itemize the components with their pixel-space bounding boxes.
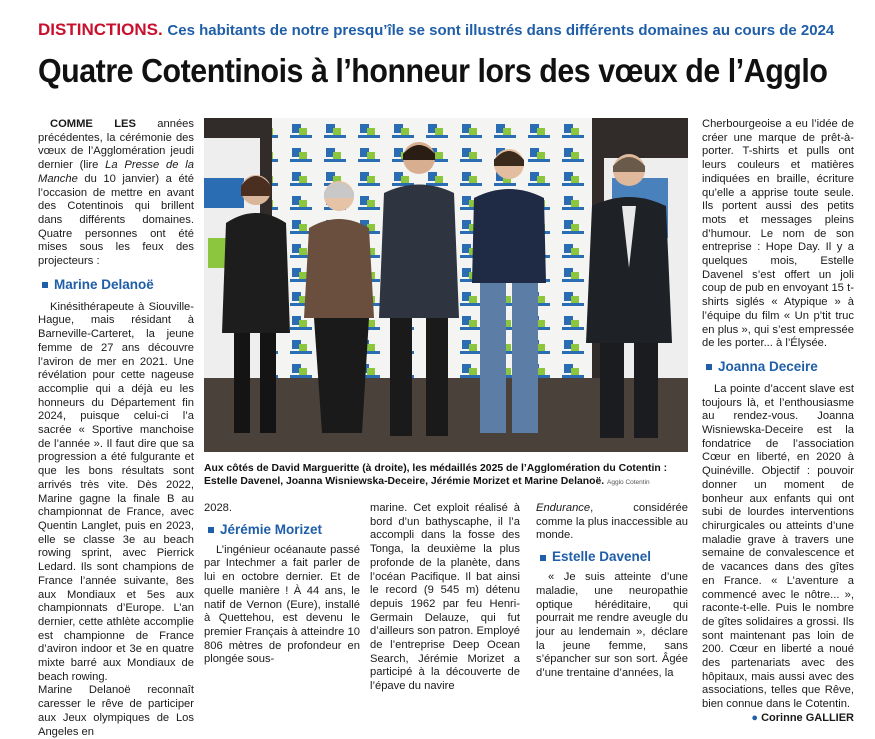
bullet-square-icon: [42, 282, 48, 288]
marine-paragraph-2: Marine Delanoë reconnaît caresser le rêve de participer aux Jeux olympiques de Los Angeles en: [38, 684, 194, 738]
kicker-label: DISTINCTIONS.: [38, 20, 163, 39]
estelle-paragraph-2: Cherbourgeoise a eu l’idée de créer une marque de prêt-à-porter. T-shirts et pulls ont leurs couleurs et matières indiquées en braille, écriture qu’elle a apprise toute seule. Ils portent aussi des petits mots et messages pleins d’humour. Le nom de son entreprise : Hope Day. Il y a quelques mois, Estelle Davenel s’est offert un joli coup de pub en envoyant 15 t-shirts siglés « Atypique » à l’équipe du film « Un p’tit truc en plus », qui s’est empressée de les porter... à l’Élysée.: [702, 118, 854, 350]
photo-caption: [204, 462, 690, 489]
heading-marine: Marine Delanoë: [42, 277, 194, 293]
photo-credit: Agglo Cotentin: [607, 479, 650, 486]
photo-caption-text: Aux côtés de David Margueritte (à droite), les médaillés 2025 de l’Agglomération du Cotentin : Estelle Davenel, Joanna Wisniewska-Deceire, Jérémie Morizet et Marine Delanoë.: [204, 463, 668, 487]
bullet-square-icon: [208, 527, 214, 533]
estelle-paragraph-1: « Je suis atteinte d’une maladie, une neuropathie optique héréditaire, qui pourrait me rendre aveugle du jour au lendemain », déclare la jeune femme, sans s’épancher sur son sort. Âgée d’une trentaine d’années, la: [536, 571, 688, 680]
joanna-paragraph-1: La pointe d’accent slave est toujours là, et l’enthousiasme au rendez-vous. Joanna Wisniewska-Deceire est la fondatrice de l’association Cœur en liberté, en 2020 à Quinéville. Objectif : pouvoir donner un moment de bonheur aux enfants qui ont subi de lourdes interventions chirurgicales ou atteints d’une maladie grave à travers une semaine de convalescence et de vacances dans des gîtes en France. « L’aventure a commencé avec le nôtre... », raconte-t-elle. Puis le nombre de gîtes solidaires a grossi. Ils sont maintenant pas loin de 200. Cœur en liberté a noué des partenariats avec des hôpitaux, mais aussi avec des associations, telles que Rêve, bien connue dans le Cotentin.: [702, 382, 854, 711]
column-2: [204, 502, 360, 667]
heading-estelle: Estelle Davenel: [540, 549, 688, 565]
column-5: [702, 118, 854, 726]
photo: [204, 118, 688, 452]
marine-paragraph-2-end: 2028.: [204, 502, 232, 514]
heading-jeremie: Jérémie Morizet: [208, 522, 360, 538]
kicker-subtitle: Ces habitants de notre presqu’île se sont illustrés dans différents domaines au cours de 2024: [167, 22, 835, 39]
signature: ● Corinne GALLIER: [751, 711, 854, 724]
jeremie-paragraph-2: marine. Cet exploit réalisé à bord d’un bathyscaphe, il l’a accompli dans la fosse des Tonga, la deuxième la plus profonde de la planète, dans l’océan Pacifique. Il bat ainsi le record (9 545 m) détenu depuis 1962 par feu Henri-Germain Delauze, qui fut d’ailleurs son patron. Employé de l’entreprise Deep Ocean Search, Jérémie Morizet a participé à la découverte de l’épave du navire: [370, 502, 520, 693]
kicker: [38, 20, 858, 40]
column-3: [370, 502, 520, 694]
jeremie-paragraph-3: Endurance, considérée comme la plus inaccessible au monde.: [536, 502, 688, 542]
column-1: [38, 118, 194, 739]
heading-joanna: Joanna Deceire: [706, 359, 854, 375]
column-4: [536, 502, 688, 681]
jeremie-paragraph-1: L’ingénieur océanaute passé par Intechmer a fait parler de lui en octobre dernier. Et de quelle manière ! À 44 ans, le natif de Vernon (Eure), installé à Quettehou, est devenu le premier Français à atteindre 10 806 mètres de profondeur en plongée sous-: [204, 543, 360, 666]
headline: Quatre Cotentinois à l’honneur lors des vœux de l’Agglo: [38, 52, 828, 89]
photo-illustration: [204, 118, 688, 452]
intro-lead: COMME LES: [50, 118, 136, 130]
intro-paragraph: COMME LES années précédentes, la cérémonie des vœux de l’Agglomération jeudi dernier (lire La Presse de la Manche du 10 janvier) a été l’occasion de mettre en avant des Cotentinois qui brillent dans différents domaines. Quatre personnes ont été mises sous les feux des projecteurs :: [38, 118, 195, 268]
marine-paragraph-1: Kinésithérapeute à Siouville-Hague, mais résidant à Barneville-Carteret, la jeune femme de 27 ans découvre l’aviron de mer en 2021. Une révélation pour cette nageuse accomplie qui a déjà eu les honneurs du Département fin 2024, puisque celui-ci l’a sacrée « Sportive manchoise de l’année ». Il faut dire que sa progression a été fulgurante et que les bons résultats sont arrivés très vite. Dès 2022, Marine gagne la finale B au championnat de France, avec Quentin Langlet, puis en 2023, elle se classe 3e au beach rowing sprint, avec Pierrick Ledard. Ils sont champions de France l’année suivante, 8es aux Mondiaux et 5es aux championnats d’Europe. L’an dernier, cette athlète accomplie est championne de France d’aviron indoor et 3e en quatre mixte barré aux Mondiaux de beach rowing.: [38, 300, 194, 683]
signature-bullet-icon: ●: [751, 711, 759, 724]
bullet-square-icon: [706, 364, 712, 370]
bullet-square-icon: [540, 555, 546, 561]
